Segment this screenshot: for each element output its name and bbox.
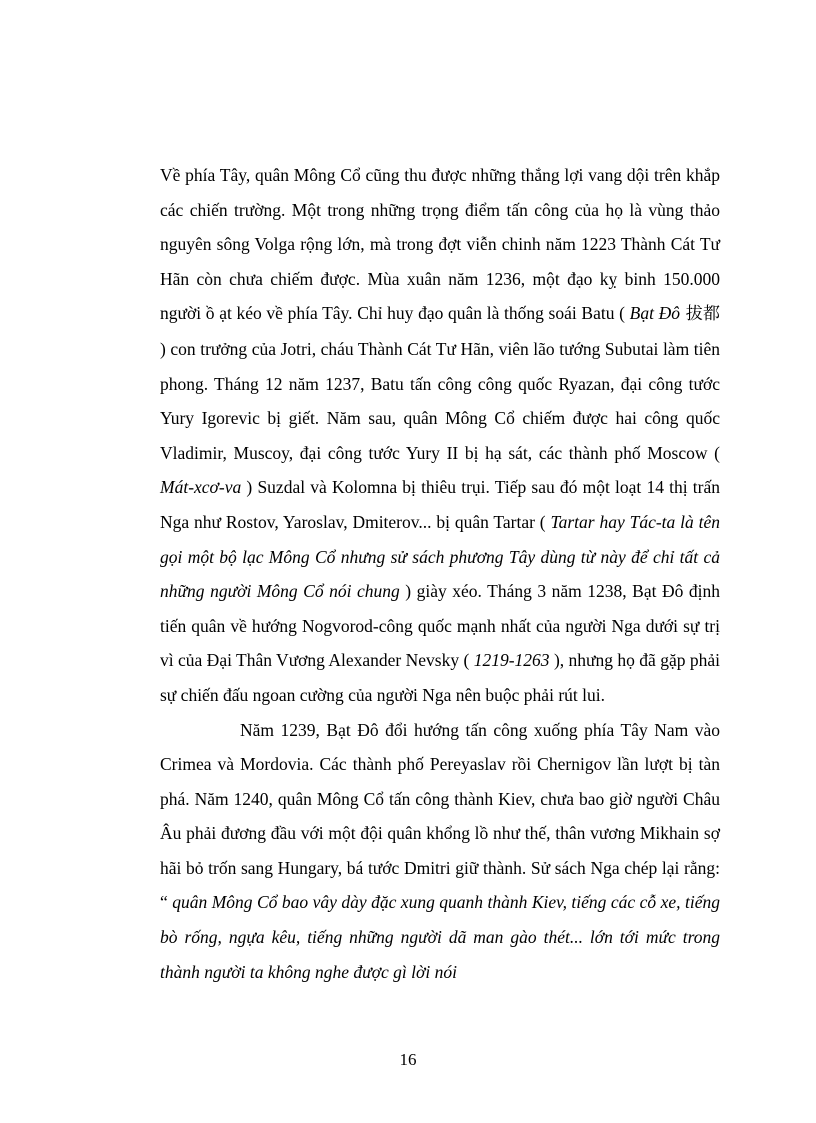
text-run: Năm 1239, Bạt Đô đổi hướng tấn công xuống phía Tây Nam vào Crimea và Mordovia. Các thành phố Pereyaslav rồi Chernigov lần lượt bị tàn phá. Năm 1240, quân Mông Cổ tấn công thành Kiev, chưa bao giờ người Châu Âu phải đương đầu với một đội quân khổng lồ như thế, thân vương Mikhain sợ hãi bỏ trốn sang Hungary, bá tước Dmitri giữ thành. Sử sách Nga chép lại rằng: “ [160,719,720,913]
italic-run: Bạt Đô [629,303,681,324]
chinese-name: 拔都 [680,304,721,325]
text-run: ), nhưng họ đã gặp phải sự chiến đấu ngoan cường của người Nga nên buộc phải rút lui. [160,650,720,705]
italic-quote: quân Mông Cổ bao vây dày đặc xung quanh thành Kiev, tiếng các cỗ xe, tiếng bò rống, ngựa kêu, tiếng những người dã man gào thét... lớn tới mức trong thành người ta không nghe được gì lời nói [160,892,720,982]
italic-note: Tartar hay Tác-ta là tên gọi một bộ lạc Mông Cổ nhưng sử sách phương Tây dùng từ này để chỉ tất cả những người Mông Cổ nói chung [160,511,720,602]
text-run: Về phía Tây, quân Mông Cổ cũng thu được những thắng lợi vang dội trên khắp các chiến trường. Một trong những trọng điểm tấn công của họ là vùng thảo nguyên sông Volga rộng lớn, mà trong đợt viễn chinh năm 1223 Thành Cát Tư Hãn còn chưa chiếm được. Mùa xuân năm 1236, một đạo kỵ binh 150.000 người ồ ạt kéo về phía Tây. Chỉ huy đạo quân là thống soái Batu ( [160,165,720,324]
text-run: ) con trưởng của Jotri, cháu Thành Cát Tư Hãn, viên lão tướng Subutai làm tiên phong. Tháng 12 năm 1237, Batu tấn công công quốc Ryazan, đại công tước Yury Igorevic bị giết. Năm sau, quân Mông Cổ chiếm được hai công quốc Vladimir, Muscoy, đại công tước Yury II bị hạ sát, các thành phố Moscow ( [160,338,720,463]
italic-run: Mát-xcơ-va [160,477,242,498]
text-run: ) giày xéo. Tháng 3 năm 1238, Bạt Đô định tiến quân về hướng Nogvorod-công quốc mạnh nhất của người Nga dưới sự trị vì của Đại Thân Vương Alexander Nevsky ( [160,581,720,671]
paragraph-batu-campaign [160,158,720,713]
paragraph-kiev-siege [160,713,720,990]
italic-run: 1219-1263 [473,650,550,671]
page-number: 16 [399,1050,417,1069]
body-text [160,158,720,989]
text-run: ) Suzdal và Kolomna bị thiêu trụi. Tiếp sau đó một loạt 14 thị trấn Nga như Rostov, Yaroslav, Dmiterov... bị quân Tartar ( [160,477,720,532]
